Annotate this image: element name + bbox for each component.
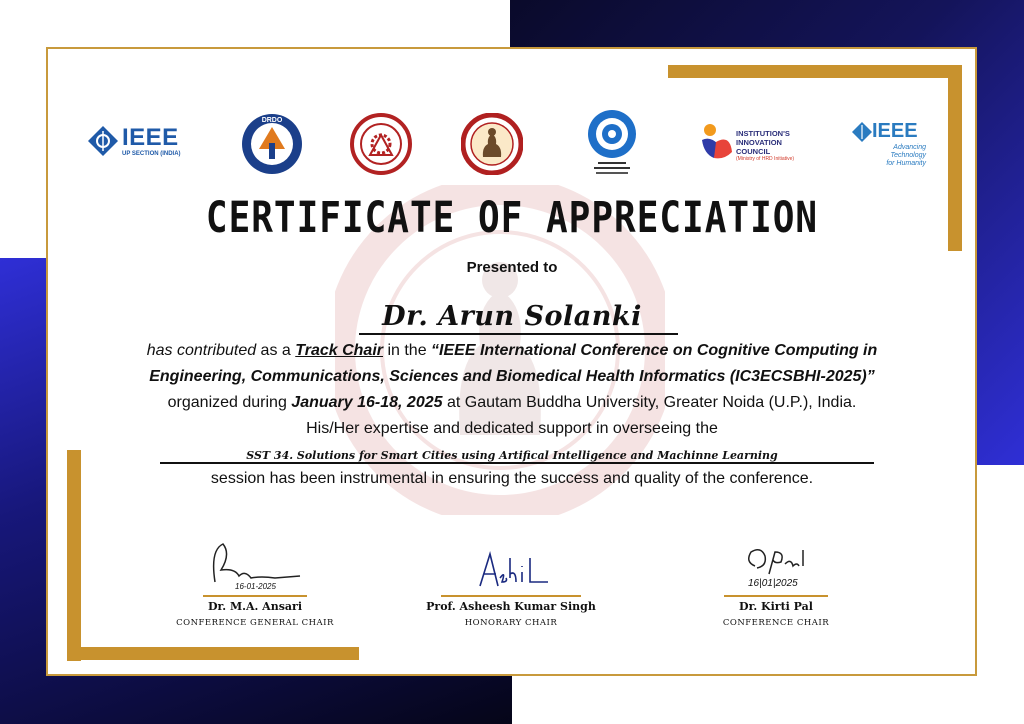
handwritten-signature (476, 548, 556, 590)
body-line-6: session has been instrumental in ensuring the success and quality of the conference. (210, 470, 814, 487)
iic-text-line4: (Ministry of HRD Initiative) (736, 156, 795, 162)
body-line-1 (0, 342, 1024, 360)
signature-date: 16-01-2025 (235, 582, 276, 591)
signature-line (724, 595, 828, 597)
drdo-ring-text: DRDO (261, 117, 283, 124)
signatory-name: Dr. M.A. Ansari (207, 600, 302, 613)
recipient-name: Dr. Arun Solanki (382, 301, 642, 332)
ieee-up-text: IEEE (122, 124, 179, 151)
presented-to-label: Presented to (466, 259, 558, 276)
contributed-text: has contributed (146, 342, 257, 359)
ieee-advancing-technology-logo (852, 120, 932, 167)
iic-text-line2: INNOVATION (736, 138, 782, 147)
body-line-4: His/Her expertise and dedicated support in overseeing the (306, 420, 718, 437)
session-name: SST 34. Solutions for Smart Cities using Artifical Intelligence and Machinne Learning (246, 449, 778, 462)
ieee-tagline-line2: for Humanity (886, 160, 926, 167)
iic-text-line1: INSTITUTION'S (736, 129, 790, 138)
ieee-up-subtext: UP SECTION (INDIA) (122, 151, 181, 157)
recipient-underline (359, 333, 678, 335)
ieee-tagline (856, 144, 926, 168)
signature-date: 16|01|2025 (748, 578, 798, 589)
body-line-3 (0, 394, 1024, 412)
signatory-role: HONORARY CHAIR (464, 618, 558, 628)
ieee-tagline-line1: Advancing Technology (890, 144, 926, 159)
ieee-up-section-logo (88, 122, 200, 162)
signatory-name: Prof. Asheesh Kumar Singh (426, 600, 596, 613)
in-the-text: in the (383, 342, 432, 359)
ieee-text: IEEE (872, 120, 918, 142)
gautam-buddha-university-logo (461, 113, 523, 175)
handwritten-signature (741, 544, 821, 580)
conference-name-part1: “IEEE International Conference on Cognitive Computing in (431, 342, 878, 359)
session-underline (160, 462, 874, 464)
university-seal-icon (350, 113, 412, 175)
signature-block-general-chair (125, 540, 385, 635)
ieee-diamond-icon (852, 122, 872, 142)
ieee-diamond-icon (88, 126, 118, 156)
gold-corner-bar (668, 65, 962, 78)
gold-corner-bar (67, 647, 359, 660)
signature-block-honorary-chair (381, 540, 641, 635)
conference-date: January 16-18, 2025 (291, 394, 443, 411)
signature-line (441, 595, 581, 597)
signature-line (203, 595, 307, 597)
signature-block-conference-chair (646, 540, 906, 635)
signatory-role: CONFERENCE GENERAL CHAIR (176, 618, 334, 628)
signatory-name: Dr. Kirti Pal (739, 600, 813, 613)
signatory-role: CONFERENCE CHAIR (722, 618, 830, 628)
role-text: Track Chair (295, 342, 383, 359)
venue-text: at Gautam Buddha University, Greater Noida (U.P.), India. (442, 394, 857, 411)
organized-during-text: organized during (167, 394, 292, 411)
csir-logo (584, 108, 640, 178)
drdo-logo (241, 113, 303, 175)
iic-emblem-icon (700, 122, 734, 162)
certificate-title: CERTIFICATE OF APPRECIATION (205, 194, 819, 243)
iic-text-line3: COUNCIL (736, 147, 771, 156)
conference-name-part2: Engineering, Communications, Sciences and Biomedical Health Informatics (IC3ECSBHI-2025)” (149, 368, 875, 385)
institutions-innovation-council-logo (700, 120, 800, 165)
as-a-text: as a (256, 342, 296, 359)
